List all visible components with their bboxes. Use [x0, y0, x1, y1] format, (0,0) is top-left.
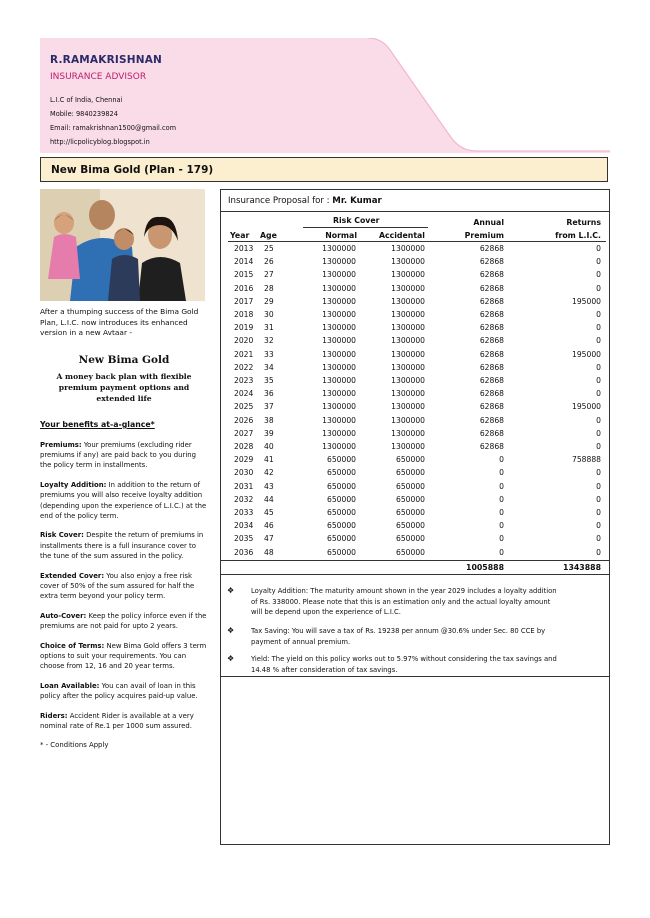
benefit-title: Loyalty Addition: [40, 480, 107, 489]
divider [221, 574, 609, 575]
total-returns: 1343888 [563, 563, 601, 572]
premium-cell: 0 [499, 468, 504, 478]
age-cell: 33 [264, 349, 274, 359]
premium-cell: 62868 [479, 349, 504, 359]
table-row [221, 416, 609, 429]
note-yield [227, 654, 557, 675]
returns-cell: 0 [596, 310, 601, 319]
year-cell: 2017 [234, 296, 254, 306]
agent-name: R.RAMAKRISHNAN [50, 54, 163, 66]
year-cell: 2025 [234, 402, 254, 412]
accidental-cover-cell: 650000 [396, 481, 425, 491]
intro-text: After a thumping success of the Bima Gold Plan, L.I.C. now introduces its enhanced version in a new Avtaar - [40, 307, 199, 337]
premium-cell: 0 [499, 481, 504, 491]
accidental-cover-cell: 1300000 [391, 323, 425, 333]
table-row [221, 455, 609, 468]
accidental-cover-cell: 650000 [396, 547, 425, 557]
normal-cover-cell: 1300000 [322, 402, 356, 412]
premium-cell: 0 [499, 455, 504, 465]
age-cell: 41 [264, 455, 274, 465]
normal-cover-cell: 1300000 [322, 323, 356, 333]
benefits-heading: Your benefits at-a-glance* [40, 420, 155, 429]
normal-cover-cell: 650000 [327, 455, 356, 465]
normal-cover-cell: 650000 [327, 521, 356, 531]
age-cell: 27 [264, 270, 274, 280]
returns-cell: 0 [596, 415, 601, 425]
returns-cell: 0 [596, 547, 601, 557]
normal-cover-cell: 1300000 [322, 389, 356, 399]
age-cell: 30 [264, 310, 274, 319]
normal-cover-cell: 1300000 [322, 349, 356, 359]
premium-cell: 62868 [479, 376, 504, 385]
table-row [221, 323, 609, 336]
accidental-cover-cell: 1300000 [391, 349, 425, 359]
year-cell: 2031 [234, 481, 254, 491]
accidental-cover-cell: 650000 [396, 455, 425, 465]
premium-cell: 0 [499, 508, 504, 517]
table-row [221, 495, 609, 508]
returns-cell: 0 [596, 376, 601, 385]
returns-cell: 0 [596, 362, 601, 372]
age-cell: 45 [264, 508, 274, 517]
conditions-note: * - Conditions Apply [40, 741, 109, 750]
age-cell: 40 [264, 442, 274, 451]
table-row [221, 442, 609, 455]
age-cell: 38 [264, 415, 274, 425]
age-cell: 46 [264, 521, 274, 531]
table-row [221, 548, 609, 561]
agent-email: Email: ramakrishnan1500@gmail.com [50, 124, 177, 132]
returns-cell: 0 [596, 481, 601, 491]
year-cell: 2015 [234, 270, 254, 280]
year-cell: 2024 [234, 389, 254, 399]
benefit-premiums [40, 440, 208, 471]
product-subtitle: A money back plan with flexible premium payment options and extended life [56, 372, 192, 403]
normal-cover-cell: 1300000 [322, 257, 356, 267]
total-premium: 1005888 [466, 563, 504, 572]
year-cell: 2032 [234, 494, 254, 504]
header-returns: Returns [566, 218, 601, 227]
accidental-cover-cell: 1300000 [391, 389, 425, 399]
plan-title-bar [40, 157, 608, 182]
accidental-cover-cell: 1300000 [391, 402, 425, 412]
returns-cell: 0 [596, 389, 601, 399]
premium-cell: 62868 [479, 244, 504, 253]
normal-cover-cell: 1300000 [322, 296, 356, 306]
benefit-text: You can avail of loan in this policy after the policy acquires paid-up value. [40, 681, 198, 701]
normal-cover-cell: 1300000 [322, 336, 356, 346]
year-cell: 2027 [234, 428, 254, 438]
year-cell: 2026 [234, 415, 254, 425]
returns-cell: 0 [596, 494, 601, 504]
normal-cover-cell: 1300000 [322, 415, 356, 425]
year-cell: 2019 [234, 323, 254, 333]
note-text: Loyalty Addition: The maturity amount shown in the year 2029 includes a loyalty addition of Rs. 338000. Please note that this is an estimation only and the actual loyalty amount will be depend upon the experience of L.I.C. [251, 587, 557, 616]
accidental-cover-cell: 1300000 [391, 296, 425, 306]
returns-cell: 0 [596, 534, 601, 544]
agent-company: L.I.C of India, Chennai [50, 96, 123, 104]
proposal-heading [228, 196, 382, 206]
year-cell: 2035 [234, 534, 254, 544]
benefit-title: Risk Cover: [40, 531, 84, 540]
benefit-text: In addition to the return of premiums you will also receive loyalty addition (depending upon the experience of L.I.C.) at the end of the policy term. [40, 480, 207, 520]
normal-cover-cell: 650000 [327, 547, 356, 557]
agent-header [40, 38, 610, 153]
header-premium: Premium [464, 231, 504, 240]
accidental-cover-cell: 1300000 [391, 336, 425, 346]
year-cell: 2014 [234, 257, 254, 267]
premium-cell: 62868 [479, 389, 504, 399]
accidental-cover-cell: 1300000 [391, 270, 425, 280]
age-cell: 44 [264, 494, 274, 504]
returns-cell: 0 [596, 442, 601, 451]
accidental-cover-cell: 650000 [396, 521, 425, 531]
normal-cover-cell: 1300000 [322, 442, 356, 451]
age-cell: 32 [264, 336, 274, 346]
table-row [221, 508, 609, 521]
age-cell: 42 [264, 468, 274, 478]
age-cell: 31 [264, 323, 274, 333]
table-row [221, 336, 609, 349]
premium-cell: 62868 [479, 336, 504, 346]
note-text: Yield: The yield on this policy works out to 5.97% without considering the tax savings and 14.48 % after consideration of tax savings. [251, 655, 557, 674]
diamond-bullet-icon: ❖ [227, 626, 235, 635]
accidental-cover-cell: 650000 [396, 494, 425, 504]
diamond-bullet-icon: ❖ [227, 586, 235, 595]
table-row [221, 310, 609, 323]
product-title: New Bima Gold [78, 353, 170, 366]
age-cell: 36 [264, 389, 274, 399]
premium-cell: 62868 [479, 283, 504, 293]
year-cell: 2029 [234, 455, 254, 465]
table-row [221, 468, 609, 481]
diamond-bullet-icon: ❖ [227, 654, 235, 663]
returns-cell: 0 [596, 244, 601, 253]
header-annual: Annual [473, 218, 504, 227]
client-name: Mr. Kumar [332, 196, 382, 206]
age-cell: 39 [264, 428, 274, 438]
divider [221, 211, 609, 212]
year-cell: 2020 [234, 336, 254, 346]
benefit-loyalty-addition [40, 480, 208, 522]
year-cell: 2023 [234, 376, 254, 385]
age-cell: 48 [264, 547, 274, 557]
header-risk-cover: Risk Cover [333, 216, 380, 225]
premium-cell: 0 [499, 521, 504, 531]
year-cell: 2016 [234, 283, 254, 293]
benefit-text: Your premiums (excluding rider premiums if any) are paid back to you during the policy term in installments. [40, 440, 197, 470]
agent-website: http://licpolicyblog.blogspot.in [50, 138, 150, 146]
benefit-auto-cover [40, 611, 208, 632]
normal-cover-cell: 650000 [327, 534, 356, 544]
table-row [221, 521, 609, 534]
age-cell: 43 [264, 481, 274, 491]
premium-cell: 0 [499, 547, 504, 557]
accidental-cover-cell: 1300000 [391, 376, 425, 385]
normal-cover-cell: 1300000 [322, 283, 356, 293]
table-row [221, 376, 609, 389]
benefit-text: Despite the return of premiums in installments there is a full insurance cover to the tune of the sum assured in the policy. [40, 531, 204, 561]
agent-role: INSURANCE ADVISOR [50, 72, 147, 82]
benefit-text: Accident Rider is available at a very nominal rate of Re.1 per 1000 sum assured. [40, 711, 194, 731]
benefit-text: Keep the policy inforce even if the premiums are not paid for upto 2 years. [40, 611, 207, 631]
plan-title: New Bima Gold (Plan - 179) [51, 164, 214, 176]
age-cell: 47 [264, 534, 274, 544]
premium-cell: 62868 [479, 296, 504, 306]
benefit-loan-available [40, 681, 208, 702]
header-accidental: Accidental [378, 231, 425, 240]
age-cell: 37 [264, 402, 274, 412]
accidental-cover-cell: 650000 [396, 534, 425, 544]
accidental-cover-cell: 1300000 [391, 428, 425, 438]
left-column [40, 307, 208, 751]
proposal-label: Insurance Proposal for : [228, 196, 330, 206]
normal-cover-cell: 1300000 [322, 428, 356, 438]
premium-cell: 0 [499, 534, 504, 544]
accidental-cover-cell: 1300000 [391, 310, 425, 319]
benefit-title: Premiums: [40, 440, 82, 449]
premium-cell: 62868 [479, 257, 504, 267]
benefit-title: Loan Available: [40, 681, 100, 690]
returns-cell: 0 [596, 508, 601, 517]
benefit-extended-cover [40, 571, 208, 602]
benefit-riders [40, 711, 208, 732]
accidental-cover-cell: 1300000 [391, 415, 425, 425]
year-cell: 2034 [234, 521, 254, 531]
accidental-cover-cell: 1300000 [391, 362, 425, 372]
year-cell: 2022 [234, 362, 254, 372]
returns-cell: 195000 [572, 402, 601, 412]
accidental-cover-cell: 1300000 [391, 283, 425, 293]
benefit-text: New Bima Gold offers 3 term options to suit your requirements. You can choose from 12, 16 and 20 year terms. [40, 641, 207, 671]
returns-cell: 195000 [572, 296, 601, 306]
note-text: Tax Saving: You will save a tax of Rs. 19238 per annum @30.6% under Sec. 80 CCE by payment of annual premium. [251, 627, 546, 646]
table-row [221, 297, 609, 310]
benefit-title: Auto-Cover: [40, 611, 87, 620]
accidental-cover-cell: 650000 [396, 508, 425, 517]
table-row [221, 482, 609, 495]
normal-cover-cell: 1300000 [322, 270, 356, 280]
year-cell: 2021 [234, 349, 254, 359]
benefit-title: Choice of Terms: [40, 641, 105, 650]
year-cell: 2013 [234, 244, 254, 253]
family-photo [40, 189, 205, 301]
premium-cell: 62868 [479, 362, 504, 372]
returns-cell: 0 [596, 428, 601, 438]
normal-cover-cell: 650000 [327, 468, 356, 478]
age-cell: 35 [264, 376, 274, 385]
returns-cell: 0 [596, 257, 601, 267]
table-row [221, 270, 609, 283]
header-from-lic: from L.I.C. [555, 231, 601, 240]
premium-cell: 0 [499, 494, 504, 504]
accidental-cover-cell: 1300000 [391, 257, 425, 267]
normal-cover-cell: 1300000 [322, 376, 356, 385]
divider [228, 241, 606, 242]
year-cell: 2033 [234, 508, 254, 517]
returns-cell: 0 [596, 283, 601, 293]
year-cell: 2036 [234, 547, 254, 557]
table-row [221, 402, 609, 415]
premium-cell: 62868 [479, 415, 504, 425]
returns-cell: 0 [596, 468, 601, 478]
proposal-panel [220, 189, 610, 845]
returns-cell: 758888 [572, 455, 601, 465]
age-cell: 26 [264, 257, 274, 267]
header-age: Age [260, 231, 277, 240]
age-cell: 25 [264, 244, 274, 253]
premium-cell: 62868 [479, 428, 504, 438]
normal-cover-cell: 650000 [327, 494, 356, 504]
header-normal: Normal [325, 231, 357, 240]
returns-cell: 0 [596, 521, 601, 531]
note-tax-saving [227, 626, 557, 647]
accidental-cover-cell: 1300000 [391, 442, 425, 451]
table-row [221, 244, 609, 257]
returns-cell: 0 [596, 323, 601, 333]
header-year: Year [230, 231, 250, 240]
premium-cell: 62868 [479, 310, 504, 319]
accidental-cover-cell: 650000 [396, 468, 425, 478]
year-cell: 2018 [234, 310, 254, 319]
year-cell: 2028 [234, 442, 254, 451]
returns-cell: 0 [596, 336, 601, 346]
premium-cell: 62868 [479, 323, 504, 333]
table-row [221, 534, 609, 547]
table-row [221, 350, 609, 363]
normal-cover-cell: 650000 [327, 508, 356, 517]
benefit-risk-cover [40, 530, 208, 561]
benefit-title: Extended Cover: [40, 571, 105, 580]
benefit-choice-of-terms [40, 641, 208, 672]
age-cell: 29 [264, 296, 274, 306]
premium-cell: 62868 [479, 402, 504, 412]
normal-cover-cell: 1300000 [322, 244, 356, 253]
table-row [221, 363, 609, 376]
table-row [221, 429, 609, 442]
normal-cover-cell: 1300000 [322, 362, 356, 372]
accidental-cover-cell: 1300000 [391, 244, 425, 253]
divider [221, 676, 609, 677]
benefit-text: You also enjoy a free risk cover of 50% of the sum assured for half the extra term beyond your policy term. [40, 571, 195, 601]
normal-cover-cell: 1300000 [322, 310, 356, 319]
divider [221, 560, 609, 561]
returns-cell: 195000 [572, 349, 601, 359]
returns-cell: 0 [596, 270, 601, 280]
normal-cover-cell: 650000 [327, 481, 356, 491]
note-loyalty-addition [227, 586, 557, 618]
premium-cell: 62868 [479, 270, 504, 280]
divider [303, 227, 428, 228]
table-row [221, 389, 609, 402]
age-cell: 28 [264, 283, 274, 293]
table-row [221, 257, 609, 270]
table-row [221, 284, 609, 297]
agent-mobile: Mobile: 9840239824 [50, 110, 118, 118]
premium-cell: 62868 [479, 442, 504, 451]
benefit-title: Riders: [40, 711, 68, 720]
age-cell: 34 [264, 362, 274, 372]
year-cell: 2030 [234, 468, 254, 478]
